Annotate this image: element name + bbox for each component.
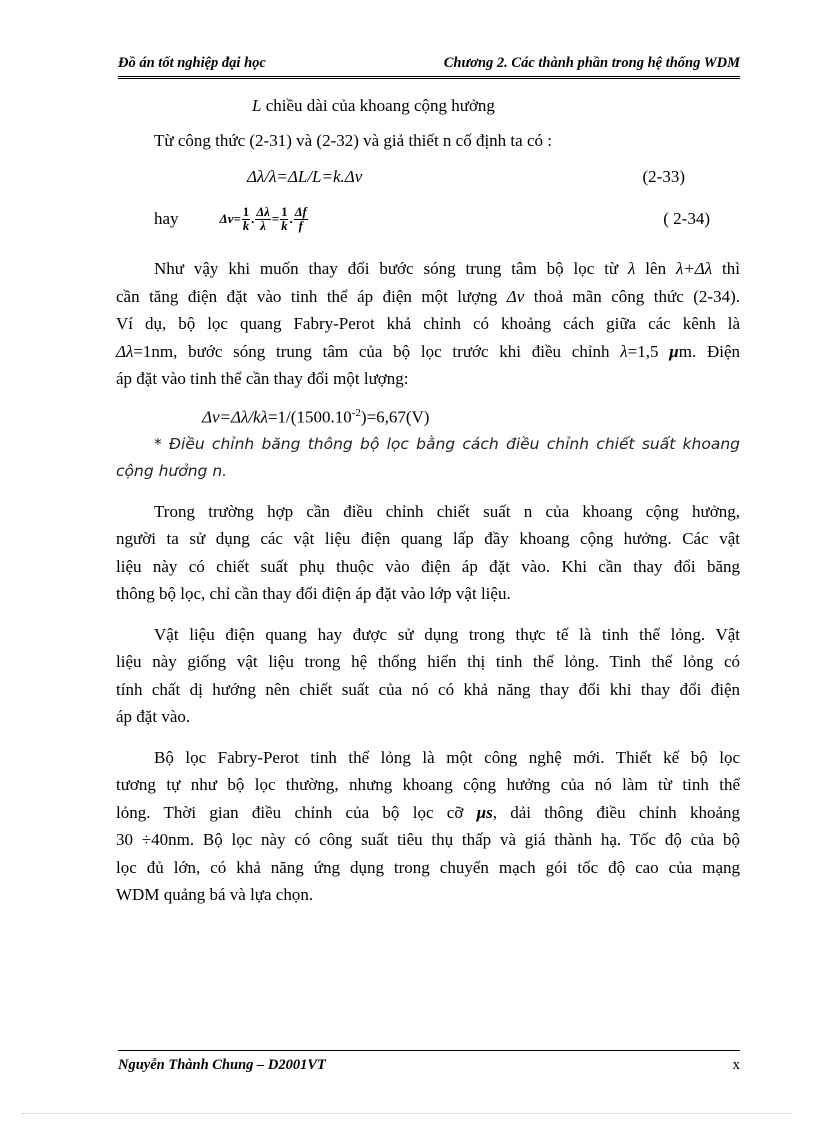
para3-line1: Vật liệu điện quang hay được sử dụng trong thực tế là tinh thể lỏng. Vật	[154, 624, 740, 644]
calc-result: )=6,67(V)	[360, 407, 430, 427]
eq-2-33-label: (2-33)	[642, 167, 685, 186]
fraction-dl-l	[255, 206, 270, 233]
page-header	[118, 55, 740, 79]
eq-2-34-prefix: hay	[154, 209, 179, 228]
text-run: m. Điện	[678, 341, 740, 361]
para2-line1: Trong trường hợp cần điều chỉnh chiết suất n của khoang cộng hưởng,	[154, 501, 740, 521]
para1-line2	[116, 283, 740, 311]
lambda-plus-delta-symbol: λ+Δλ	[675, 259, 713, 278]
fraction-1-k-2	[280, 206, 288, 233]
fraction-df-f	[294, 206, 308, 233]
mu-s-symbol: μs	[476, 802, 493, 822]
text-run: thì	[712, 259, 740, 278]
para1-line5: áp đặt vào tinh thể cần thay đổi một lượng:	[116, 369, 409, 388]
eq-dot: .	[289, 211, 293, 226]
text-run: lỏng. Thời gian điều chỉnh của bộ lọc cỡ	[116, 802, 477, 822]
l-text: chiều dài của khoang cộng hưởng	[261, 96, 495, 115]
text-run: =1,5	[627, 341, 670, 361]
l-definition	[116, 92, 740, 120]
text-run: thoả mãn công thức (2-34).	[524, 286, 740, 306]
paragraph-4	[116, 744, 740, 909]
header-left: Đồ án tốt nghiệp đại học	[118, 55, 266, 71]
para4-line3	[116, 799, 740, 827]
frac-num: 1	[242, 204, 250, 219]
frac-num: Δf	[294, 204, 307, 219]
page-footer	[118, 1050, 740, 1074]
calc-value: =1/(1500.10	[267, 407, 352, 427]
eq-2-34-lhs: Δv=	[219, 211, 241, 226]
eq-dot: .	[251, 211, 255, 226]
equation-2-33	[116, 158, 740, 196]
text-run: lên	[635, 259, 676, 278]
fraction-1-k	[242, 206, 250, 233]
para4-line4: 30 ÷40nm. Bộ lọc này có công suất tiêu thụ thấp và giá thành hạ. Tốc độ của bộ	[116, 830, 740, 850]
frac-num: 1	[281, 204, 288, 219]
para3-line3: tính chất dị hướng nên chiết suất của nó có khả năng thay đổi khi thay đổi điện	[116, 679, 740, 699]
page-number: x	[732, 1057, 740, 1073]
paragraph-1	[116, 255, 740, 393]
page-edge-divider	[22, 1113, 792, 1114]
eq-2-33-expr: Δλ/λ=ΔL/L=k.Δv	[247, 167, 363, 186]
eq-equals: =	[271, 211, 280, 226]
frac-den: k	[242, 218, 250, 233]
eq-2-34-formula	[220, 206, 309, 233]
note-block	[116, 431, 740, 485]
para4-line2: tương tự như bộ lọc thường, nhưng khoang cộng hưởng của nó làm từ tinh thể	[116, 775, 740, 795]
para2-line3: liệu này có chiết suất phụ thuộc vào điện áp đặt vào. Khi cần thay đổi băng	[116, 556, 740, 576]
paragraph-3	[116, 621, 740, 731]
para2-line4: thông bộ lọc, chỉ cần thay đổi điện áp đặt vào lớp vật liệu.	[116, 584, 511, 604]
note-line1: * Điều chỉnh băng thông bộ lọc bằng cách điều chỉnh chiết suất khoang	[154, 434, 740, 453]
lambda-symbol: λ	[628, 259, 636, 278]
text-run: cần tăng điện đặt vào tinh thể áp điện một lượng	[116, 286, 507, 306]
para1-line4	[116, 338, 740, 366]
footer-author: Nguyễn Thành Chung – D2001VT	[118, 1057, 326, 1073]
text-run: , dải thông điều chỉnh khoảng	[492, 802, 741, 822]
text-run: Như vậy khi muốn thay đổi bước sóng trung tâm bộ lọc từ	[154, 259, 629, 278]
intro-line: Từ công thức (2-31) và (2-32) và giả thiết n cố định ta có :	[154, 130, 552, 150]
l-symbol: L	[252, 96, 262, 115]
text-run: =1nm, bước sóng trung tâm của bộ lọc trước khi điều chỉnh	[133, 341, 621, 361]
eq-2-34-label: ( 2-34)	[663, 209, 710, 228]
calculation-line	[116, 400, 740, 431]
calc-exponent: -2	[351, 406, 361, 419]
paragraph-2	[116, 498, 740, 608]
frac-den: k	[281, 218, 288, 233]
para1-line3: Ví dụ, bộ lọc quang Fabry-Perot khả chỉnh có khoảng cách giữa các kênh là	[116, 314, 740, 333]
equation-2-34	[116, 196, 740, 242]
note-line2: cộng hưởng n.	[116, 461, 228, 480]
lambda-symbol: λ	[620, 341, 628, 361]
para1-line1	[116, 255, 740, 283]
para3-line2: liệu này giống vật liệu trong hệ thống hiển thị tinh thể lỏng. Tinh thể lỏng có	[116, 652, 740, 672]
header-right: Chương 2. Các thành phần trong hệ thống WDM	[443, 55, 740, 71]
frac-den: f	[298, 218, 303, 233]
delta-v-symbol: Δv	[506, 286, 525, 306]
para4-line1: Bộ lọc Fabry-Perot tinh thể lỏng là một công nghệ mới. Thiết kế bộ lọc	[154, 747, 740, 767]
frac-den: λ	[260, 218, 266, 233]
para4-line5: lọc đủ lớn, có khả năng ứng dụng trong chuyển mạch gói tốc độ cao của mạng	[116, 857, 740, 877]
calc-expr: Δv=Δλ/kλ	[202, 407, 268, 427]
frac-num: Δλ	[256, 204, 270, 219]
mu-symbol: μ	[669, 341, 679, 361]
para2-line2: người ta sử dụng các vật liệu điện quang lấp đầy khoang cộng hưởng. Các vật	[116, 529, 740, 549]
para4-line6: WDM quảng bá và lựa chọn.	[116, 885, 314, 905]
page-body	[116, 92, 740, 909]
delta-lambda-symbol: Δλ	[116, 341, 134, 361]
para3-line4: áp đặt vào.	[116, 707, 191, 727]
